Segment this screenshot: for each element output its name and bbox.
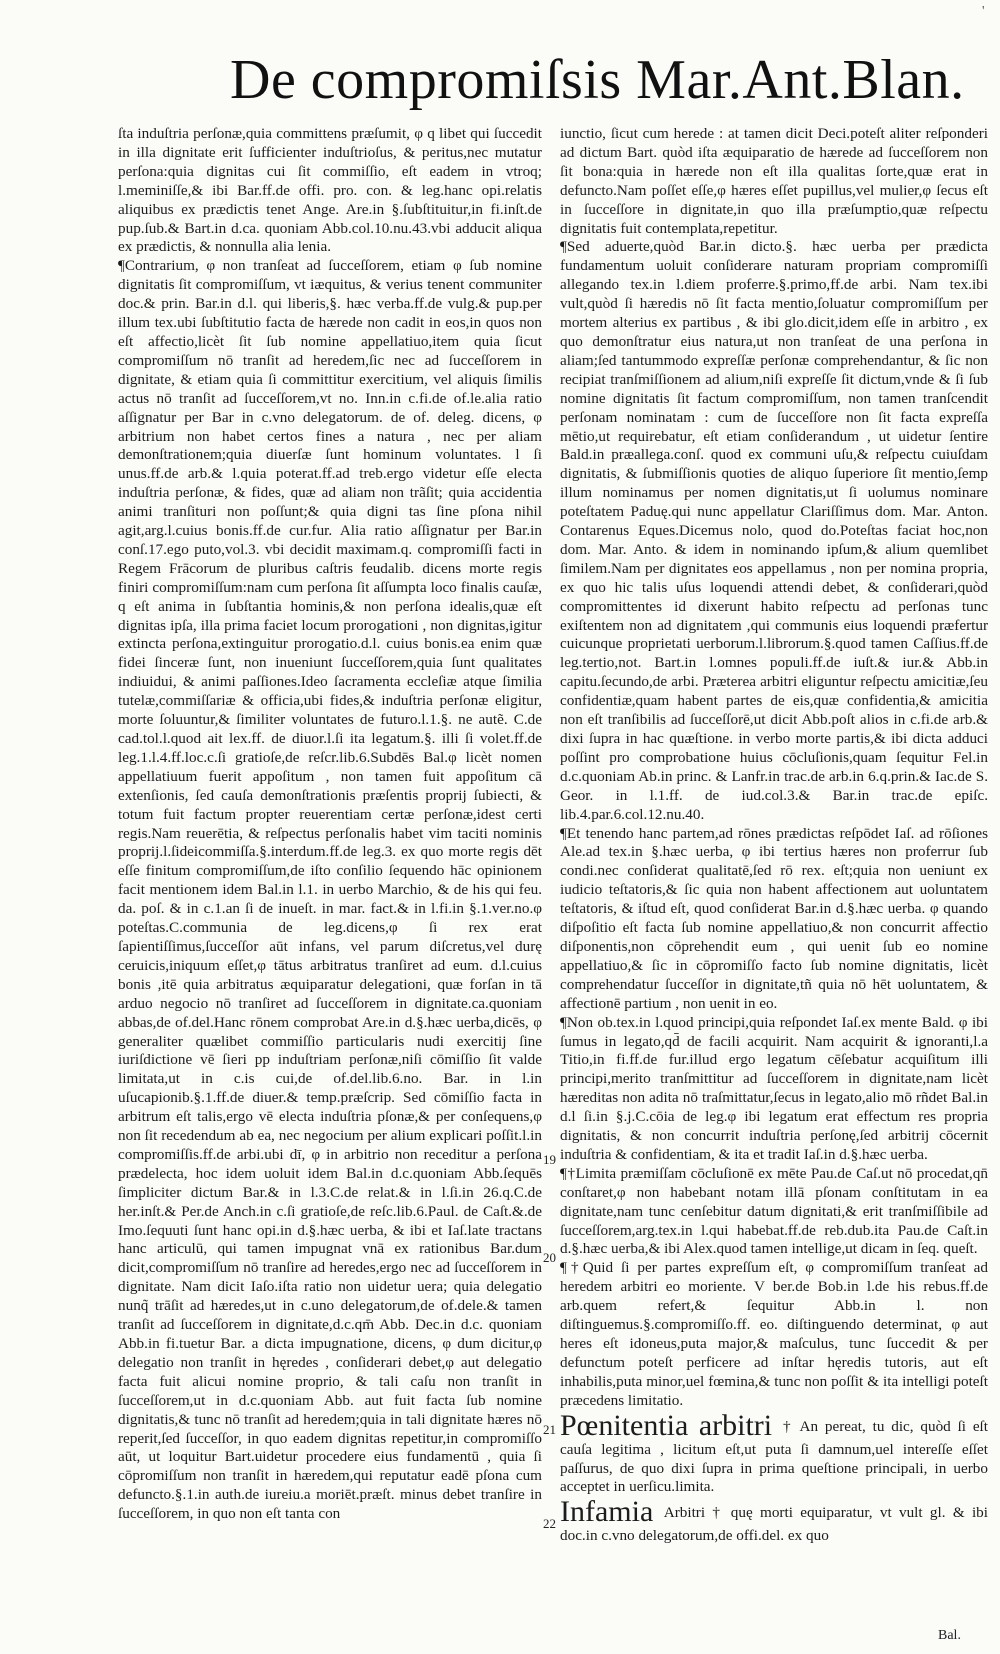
- right-paragraph-3b: ¶Non ob.tex.in l.quod principi,quia reſpondet Iaſ.ex mente Bald. φ ibi ſumus in legato,qd̄ de facili acquirit. Nam acquirit & ignoranti,l.a Titio,in fi.ff.de fur.illud ergo legatum cēſebatur acquiſitum illi principi,merito tranſmittitur ad ſucceſſorem in dignitate,nam licèt hæreditas non adita nō traſmittatur,ſecus in legato,alio mō rñdet Bal.in d.l ſi.in §.j.C.cōia de leg.φ ibi legatum erat effectum res propria dignitatis, & non concurrit induſtria perſonę,ſed arbitrij cōcernit induſtria & confidentiam, & ita et tradit Iaſ.in d.§.hæc uerba.: [560, 1013, 988, 1163]
- margin-number-19: 19: [543, 1152, 556, 1167]
- poenitentia-text: † An pereat, tu dic, quòd ſi eſt cauſa legitima , licitum eſt,ut puta ſi damnum,uel intereſſe eſſet paſſurus, de quo dixi ſupra in prima queſtione principali, in uerbo acceptet in uerſicu.limita.: [560, 1417, 988, 1496]
- right-paragraph-1: iunctio, ſicut cum herede : at tamen dicit Deci.poteſt aliter reſponderi ad dictum Bart. quòd iſta æquiparatio de hærede ad ſucceſſorem non ſit bona:quia in hærede non eſt illa qualitas ſorte,quæ erat in defuncto.Nam poſſet eſſe,φ hæres eſſet pupillus,vel mulier,φ ſecus eſt in ſucceſſore in dignitate,in quo illa præſumptio,quæ reſpectu dignitatis fuit contemplata,repetitur.: [560, 125, 988, 237]
- right-paragraph-2: ¶Sed aduerte,quòd Bar.in dicto.§. hæc uerba per prædicta fundamentum uoluit conſiderare naturam propriam compromiſſi allegando tex.in l.diem proferre.§.primo,ff.de arbi. Nam tex.ibi vult,quòd ſi hæredis nō ſit facta mentio,ſoluatur compromiſſum per mortem alterius ex partibus , & ibi glo.dicit,idem eſſe in arbitro , ex quo demonſtratur eius natura,ut non tranſeat de una perſona in aliam;ſed tantummodo expreſſæ perſonæ comprehendantur, & ſic non recipiat tranſmiſſionem ad alium,niſi expreſſe ſit dictum,vnde & ſi ſub nomine dignitatis ſit factum compromiſſum, non tamen tranſcendit perſonam nominatam : cum de ſucceſſore non ſit facta expreſſa mētio,ut requirebatur, eſt etiam conſiderandum , ut uidetur ſentire Bald.in præallega.conſ. quod ex communi uſu,& reſpectu cuiuſdam dignitatis, & ſubmiſſionis quoties de aliquo ſuperiore ſit mentio,ſemp illum nominamus per nomen dignitatis,ut ſi uolumus nominare poteſtatem Paduę.qui nunc appellatur Clariſſimus dom. Mar. Anton. Contarenus Eques.Dicemus nolo, quod do.Poteſtas faciat hoc,non dom. Mar. Anto. & idem in nominando ipſum,& alium quemlibet ſimilem.Nam per dignitates eos appellamus , non per nomina propria, ex quo hic talis uſus loquendi attendi debet, & conſiderari,quòd compromittentes id dixerunt habito reſpectu ad perſonas tunc exiſtentem non ad dignitatem ,qui communis eius loquendi præfertur cuicunque proprietati uerborum.l.librorum.§.quod tamen Caſſius.ff.de leg.tertio,not. Bart.in l.omnes populi.ff.de iuſt.& iur.& Abb.in capitu.ſecundo,de arbi. Præterea arbitri eliguntur reſpectu amicitiæ,ſeu confidentiæ,quam habent partes de eis,quæ confidentia,& amicitia non eſt tranſibilis ad ſucceſſorē,ut dicit Abb.poſt alios in c.fi.de arb.& dixi ſupra in hac quæſtione. in verbo morte partis,& ibi dicta adduci poſſint pro comprobatione huius cōcluſionis,quam ſequitur Fel.in d.c.quoniam Ab.in princ. & Lanfr.in trac.de arb.in 6.q.prin.& Iac.de S. Geor. in l.1.ff. de iud.col.3.& Bar.in trac.de epiſc. lib.4.par.6.col.12.nu.40.: [560, 238, 988, 823]
- heading-poenitentia: Pœnitentia arbitri: [560, 1408, 773, 1442]
- margin-number-21: 21: [543, 1422, 556, 1437]
- right-paragraph-5: ¶†Quid ſi per partes expreſſum eſt, φ compromiſſum tranſeat ad heredem arbitri eo moriente. V ber.de Bob.in l.de his rebus.ff.de arb.quem refert,& ſequitur Abb.in l. non diſtinguemus.§.compromiſſo.ff. eo. diſtinguendo determinat, φ aut heres eſt idoneus,puta major,& maſculus, tunc ſuccedit & per defunctum poteſt perficere ad inſtar hęredis tutoris, aut eſt inhabilis,puta minor,uel fœmina,& tunc non poſſit & ita intelligi poteſt præcedens limitatio.: [560, 1259, 988, 1409]
- left-paragraph-2: ¶Contrarium, φ non tranſeat ad ſucceſſorem, etiam φ ſub nomine dignitatis ſit compromiſſum, vt iæquitus, & verius tenent communiter doc.& prin. Bar.in d.l. qui liberis,§. hæc verba.ff.de vulg.& pup.per illum tex.ubi ſubſtitutio facta de hærede non cadit in eos,in quos non eſt affectio,licèt ſit ſub nomine appellatiuo,item quia ſicut compromiſſum nō tranſit ad heredem,ſic nec ad ſucceſſorem in dignitate, & etiam quia ſi committitur exercitium, vel aliquis ſimilis actus nō tranſit ad ſucceſſorem,vt no. Inn.in c.fi.de of.le.alia ratio aſſignatur per Bar in c.vno delegatorum. de of. deleg. dicens, φ arbitrium non habet certos fines a natura , nec per aliam demonſtrationem;quia diuerſæ ſunt hominum voluntates. l ſi unus.ff.de arb.& l.quia poterat.ff.ad treb.ergo videtur eſſe electa induſtria perſonæ, & fides, quæ ad aliam non trãſit; quia accidentia animi tranſituri non poſſunt;& quia digni tas ſine pſona nihil agit,arg.l.cuius bonis.ff.de cur.fur. Alia ratio aſſignatur per Bar.in conſ.17.ego puto,vol.3. vbi decidit maximam.q. compromiſſi facti in Regem Frācorum de pluribus caſtris feudalib. dicens morte regis finiri compromiſſum:nam cum perſona ſit aſſumpta loco finalis cauſæ, q eſt anima in ſubſtantia hominis,& non perſona idealis,quæ eſt dignitas ipſa, illa prima faciet locum prorogationi , non dignitas,igitur extincta perſona,extinguitur prorogatio.d.l. cuius bonis.ea enim quæ fidei ſinceræ ſunt, non inueniunt ſucceſſorem,quia ſunt qualitates indiuidui, & animi paſſiones.Ideo ſacramenta eccleſiæ atque ſimilia tutelæ,commiſſariæ & officia,ubi fides,& induſtria perſonæ eligitur, morte ſoluuntur,& ſimiliter voluntates de futuro.l.1.§. ne autẽ. C.de cad.tol.l.quod ait lex.ff. de diuor.l.ſi ita legatum.§. illi ſi volet.ff.de leg.1.l.4.ff.loc.c.ſi gratioſe,de reſcr.lib.6.Subdēs Bal.φ licèt nomen appellatiuum fuerit appoſitum , non tamen fuit appoſitum cā extenſionis, ſed cauſa demonſtrationis præſentis proprij ſubiecti, & totum fuit factum propter reuerentiam certæ perſonæ,idest certi regis.Nam reuerētia, & reſpectus perſonalis habet vim taciti nominis proprij.l.ſideicommiſſa.§.interdum.ff.de leg.3. ex quo morte regis dēt eſſe finitum compromiſſum,de iſto conſilio ſequendo hāc opinionem facit mentionem idem Bal.in l.1. in uerbo Marchio, & de his qui feu. da. poſ. & in c.1.an ſi de inueſt. in mar. fact.& in l.fi.in §.1.ver.no.φ poteſtas.C.communia de leg.dicens,φ ſi rex erat ſapientiſſimus,ſucceſſor aūt infans, vel parum diſcretus,vel durę ceruicis,iniquum eſſet,φ tātus arbitratus tranſiret ad eum. d.l.cuius bonis ,itē quia arbitratus æquiparatur delegationi, quæ forſan in tā arduo negocio nō tranſiret ad ſucceſſorem in dignitate.ca.quoniam abbas,de of.del.Hanc rōnem comprobat Are.in d.§.hæc uerba,dicēs, φ generaliter quælibet commiſſio particularis nudi exercitij ſine iuriſdictione vē ſieri pp induſtriam perſonæ,niſi cōmiſſio ſit valde limitata,ut in c.is cui,de of.del.lib.6.no. Bar. in l.in uſucapionib.§.1.ff.de diuer.& temp.præſcrip. Sed cōmiſſio facta in arbitrum eſt talis,ergo vē electa induſtria pſonæ,& per conſequens,φ non ſit recedendum ab ea, nec negocium per alium explicari poſſit.l.in compromiſſis.ff.de arbi.ubi dī, φ in arbitrio non receditur a perſona prædelecta, hoc idem uoluit idem Bal.in d.c.quoniam Abb.ſequēs ſimpliciter dictum Bar.& in l.3.C.de relat.& in l.ſi.in 26.q.C.de her.inſt.& Per.de Anch.in c.ſi gratioſe,de reſc.lib.6.Paul. de Caſt.&.de Imo.ſequuti ſunt hanc opi.in d.§.hæc uerba, & ibi et Iaſ.late tractans hanc articulū, qui tamen impugnat vnā ex rationibus Bar.dum dicit,compromiſſum nō tranſire ad heredes,ergo nec ad ſucceſſorem in dignitate. Nam dicit Iaſo.iſta ratio non uidetur uera; quia delegatio nunq̃ trāſit ad hæredes,ut in c.uno delegatorum,de of.dele.& tamen tranſit ad ſucceſſorem in dignitate,d.c.qm̄ Abb. Dec.in d.c. quoniam Abb.in fi.tuetur Bar. a dicta impugnatione, dicens, φ dum dicitur,φ delegatio non tranſit in hęredes , conſiderari debet,φ aut delegatio facta fuit alicui nomine proprio, & tali caſu non tranſit in ſucceſſorem,ut in d.c.quoniam Abb. aut fuit facta ſub nomine dignitatis,& tunc nō tranſit ad heredem;quia in tali dignitate hæres nō reperit,ſed ſucceſſor, in quo eadem dignitas repetitur,in compromiſſo aūt, ut loquitur Bart.uidetur procedere eius fundamentū , quia ſi cōpromiſſum non tranſit in hæredem,qui reputatur eadē pſona cum defuncto.§.1.in auth.de iureiu.a moriēt.præſt. minus debet tranſire in ſucceſſorem, in quo non eſt tanta con: [118, 257, 542, 1523]
- margin-number-20: 20: [543, 1250, 556, 1265]
- left-column: [118, 125, 542, 1524]
- section-poenitentia: [560, 1408, 988, 1498]
- right-paragraph-3: ¶Et tenendo hanc partem,ad rōnes prædictas reſpōdet Iaſ. ad rōſiones Ale.ad tex.in §.hæc uerba, φ ibi tertius hæres non proferrur ſub condi.nec conſiderat qualitatē,ſed rō rex. eſt;quia non ueniunt ex iudicio teſtatoris,& ſic quia non habent affectionem aut uoluntatem teſtatoris, & iſtud eſt, quod conſiderat Bar.in d.§.hæc uerba. φ quando diſpoſitio eſt facta ſub nomine appellatiuo,& non concurrit affectio diſponentis,non cōprehendit eum , qui uenit ſub eo nomine appellatiuo,& ſic in cōpromiſſo facto ſub nomine dignitatis, licèt comprehendatur ſucceſſor in dignitate,tñ quia nō hēt uoluntatem, & affectionē partium , non uenit in eo.: [560, 824, 988, 1012]
- left-paragraph-1: ſta induſtria perſonæ,quia committens præſumit, φ q libet qui ſuccedit in illa dignitate erit ſufficienter induſtrioſus, & peritus,nec mutatur perſona:quia dignitas cui ſit commiſſio, eſt eadem in vtroq; l.meminiſſe,& ibi Bar.ff.de offi. pro. con. & leg.hanc opi.relatis aliquibus ex prædictis tenet Ange. Are.in §.ſubſtituitur,in fi.inſt.de pup.ſub.& Bart.in d.ca. quoniam Abb.col.10.nu.43.vbi adducit aliqua ex prædictis, & nonnulla alia lenia.: [118, 125, 542, 256]
- margin-number-22: 22: [543, 1516, 556, 1531]
- catchword: Bal.: [938, 1628, 961, 1643]
- corner-mark: ': [982, 4, 985, 19]
- right-paragraph-4: ¶†Limita præmiſſam cōcluſionē ex mēte Pau.de Caſ.ut nō procedat,qn̄ conſtaret,φ non habebant notam illā pſonam conſtitutam in ea dignitate,nam tunc cenſebitur datum dignitati,& erit tranſmiſſibile ad ſucceſſorem,arg.tex.in l.qui habebat.ff.de reb.dub.ita Pau.de Caſt.in d.§.hæc uerba,& ibi Alex.quod tamen intellige,ut dicam in ſeq. queſt.: [560, 1164, 988, 1258]
- infamia-text: Arbitri † quę morti equiparatur, vt vult gl. & ibi doc.in c.vno delegatorum,de offi.del. ex quo: [560, 1504, 988, 1545]
- running-head: De compromiſsis Mar.Ant.Blan.: [230, 49, 965, 111]
- heading-infamia: Infamia: [560, 1495, 654, 1529]
- section-infamia: [560, 1497, 988, 1546]
- right-column: [560, 125, 988, 1546]
